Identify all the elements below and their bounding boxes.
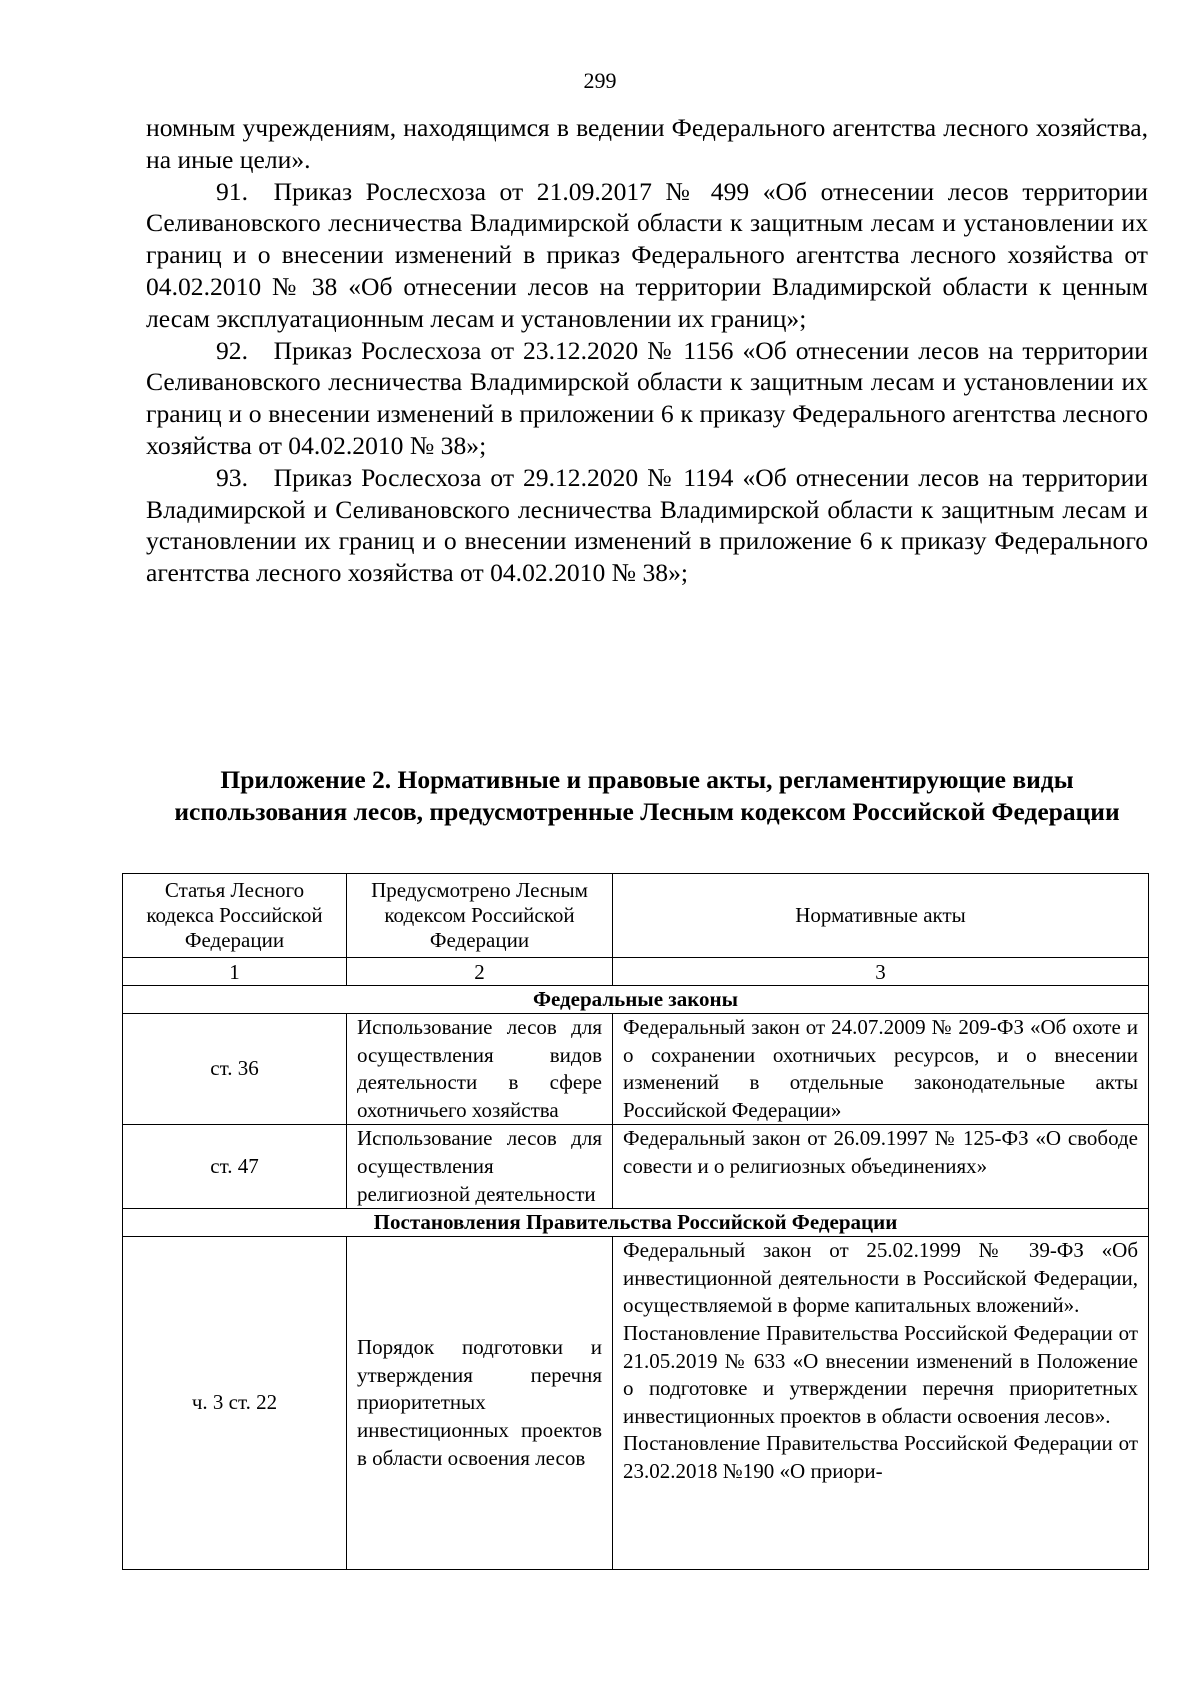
section-title-federal-laws: Федеральные законы: [123, 986, 1149, 1014]
act-entry: Постановление Правительства Российской Федерации от 23.02.2018 №190 «О приори-: [623, 1431, 1138, 1483]
section-row: [123, 1209, 1149, 1237]
acts-cell: [613, 1014, 1149, 1125]
regulatory-acts-table-wrap: [122, 873, 1149, 1570]
act-entry: Постановление Правительства Российской Федерации от 21.05.2019 № 633 «О внесении изменений в Положение о подготовке и утверждении перечня приоритетных инвестиционных проектов в области освоения лесов».: [623, 1320, 1138, 1428]
act-entry: Федеральный закон от 26.09.1997 № 125-ФЗ «О свободе совести и о религиозных объединениях»: [623, 1126, 1138, 1178]
provision-cell: Использование лесов для осуществления религиозной деятельности: [347, 1125, 613, 1209]
provision-cell: Использование лесов для осуществления видов деятельности в сфере охотничьего хозяйства: [347, 1014, 613, 1125]
article-cell: ст. 47: [123, 1125, 347, 1209]
regulatory-acts-table: [122, 873, 1149, 1570]
provision-cell: Порядок подготовки и утверждения перечня приоритетных инвестиционных проектов в области освоения лесов: [347, 1237, 613, 1570]
table-row: [123, 1014, 1149, 1125]
list-item-91: 91. Приказ Рослесхоза от 21.09.2017 № 499 «Об отнесении лесов территории Селивановского лесничества Владимирской области к защитным лесам и установлении их границ и о внесении изменений в приказ Федерального агентства лесного хозяйства от 04.02.2010 № 38 «Об отнесении лесов на территории Владимирской области к ценным лесам эксплуатационным лесам и установлении их границ»;: [146, 176, 1148, 333]
list-item-92: 92. Приказ Рослесхоза от 23.12.2020 № 1156 «Об отнесении лесов на территории Селивановского лесничества Владимирской области к защитным лесам и установлении их границ и о внесении изменений в приложении 6 к приказу Федерального агентства лесного хозяйства от 04.02.2010 № 38»;: [146, 335, 1148, 460]
header-provision: Предусмотрено Лесным кодексом Российской Федерации: [347, 874, 613, 958]
section-title-government-decrees: Постановления Правительства Российской Федерации: [123, 1209, 1149, 1237]
acts-cell: [613, 1125, 1149, 1209]
body-text: [146, 112, 1148, 589]
page-number: 299: [583, 68, 617, 93]
list-item-93: 93. Приказ Рослесхоза от 29.12.2020 № 1194 «Об отнесении лесов на территории Владимирской и Селивановского лесничества Владимирской области к защитным лесам и установлении их границ и о внесении изменений в приложение 6 к приказу Федерального агентства лесного хозяйства от 04.02.2010 № 38»;: [146, 462, 1148, 588]
article-cell: ч. 3 ст. 22: [123, 1237, 347, 1570]
header-article: Статья Лесного кодекса Российской Федерации: [123, 874, 347, 958]
column-number: 3: [613, 958, 1149, 986]
column-number-row: [123, 958, 1149, 986]
table-row: [123, 1237, 1149, 1570]
column-number: 2: [347, 958, 613, 986]
acts-cell: [613, 1237, 1149, 1570]
paragraph-continuation: номным учреждениям, находящимся в ведении Федерального агентства лесного хозяйства, на иные цели».: [146, 113, 1148, 174]
table-row: [123, 1125, 1149, 1209]
column-number: 1: [123, 958, 347, 986]
article-cell: ст. 36: [123, 1014, 347, 1125]
appendix-title: Приложение 2. Нормативные и правовые акты, регламентирующие виды использования лесов, предусмотренные Лесным кодексом Российской Федерации: [174, 765, 1120, 826]
act-entry: Федеральный закон от 25.02.1999 № 39-ФЗ «Об инвестиционной деятельности в Российской Федерации, осуществляемой в форме капитальных вложений».: [623, 1238, 1138, 1318]
header-acts: Нормативные акты: [613, 874, 1149, 958]
table-header-row: [123, 874, 1149, 958]
act-entry: Федеральный закон от 24.07.2009 № 209-ФЗ «Об охоте и о сохранении охотничьих ресурсов, и о внесении изменений в отдельные законодательные акты Российской Федерации»: [623, 1015, 1138, 1122]
section-row: [123, 986, 1149, 1014]
